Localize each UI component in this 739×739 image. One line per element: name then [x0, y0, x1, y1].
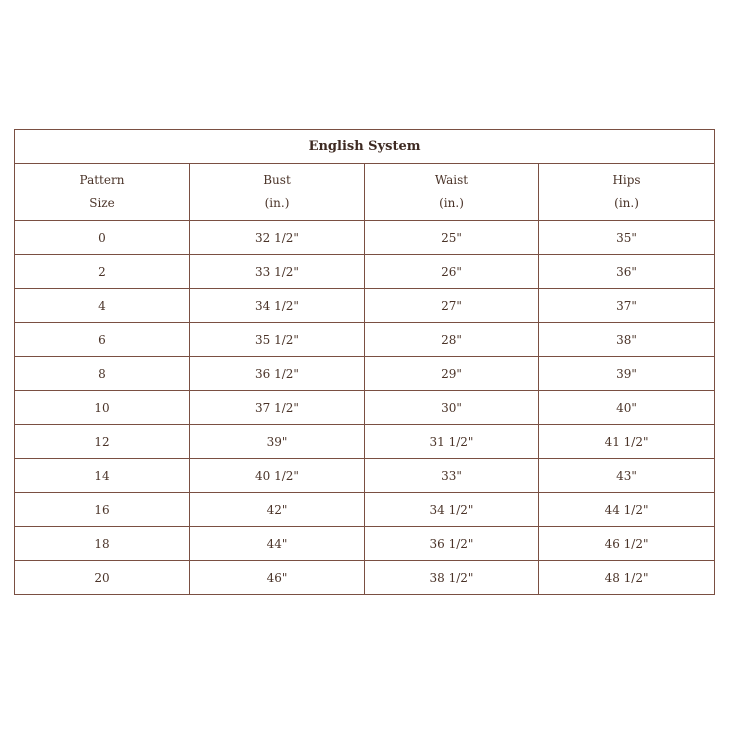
cell-pattern-size: 14: [15, 459, 190, 493]
cell-pattern-size: 2: [15, 255, 190, 289]
table-row: [15, 561, 715, 595]
header-row: [15, 164, 715, 221]
cell-pattern-size: 6: [15, 323, 190, 357]
cell-bust: 42": [190, 493, 365, 527]
cell-bust: 33 1/2": [190, 255, 365, 289]
cell-waist: 25": [365, 221, 539, 255]
cell-waist: 36 1/2": [365, 527, 539, 561]
header-pattern-size: [15, 164, 190, 221]
table-row: [15, 493, 715, 527]
table-body: [15, 221, 715, 595]
cell-waist: 26": [365, 255, 539, 289]
cell-pattern-size: 12: [15, 425, 190, 459]
header-unit: (in.): [264, 196, 290, 210]
table-title: English System: [15, 130, 715, 164]
size-chart-table: [14, 129, 715, 595]
cell-waist: 30": [365, 391, 539, 425]
cell-hips: 36": [539, 255, 715, 289]
cell-bust: 34 1/2": [190, 289, 365, 323]
cell-pattern-size: 0: [15, 221, 190, 255]
cell-waist: 38 1/2": [365, 561, 539, 595]
cell-bust: 44": [190, 527, 365, 561]
table-row: [15, 391, 715, 425]
header-label: Hips: [612, 173, 641, 187]
cell-waist: 29": [365, 357, 539, 391]
table-row: [15, 527, 715, 561]
header-label: Waist: [434, 173, 469, 187]
header-unit: (in.): [439, 196, 464, 210]
cell-pattern-size: 4: [15, 289, 190, 323]
cell-hips: 40": [539, 391, 715, 425]
cell-hips: 38": [539, 323, 715, 357]
table-row: [15, 357, 715, 391]
cell-waist: 28": [365, 323, 539, 357]
table-row: [15, 323, 715, 357]
cell-pattern-size: 18: [15, 527, 190, 561]
cell-bust: 36 1/2": [190, 357, 365, 391]
cell-bust: 37 1/2": [190, 391, 365, 425]
header-unit: Size: [89, 196, 115, 210]
cell-hips: 43": [539, 459, 715, 493]
cell-bust: 39": [190, 425, 365, 459]
cell-bust: 32 1/2": [190, 221, 365, 255]
cell-pattern-size: 8: [15, 357, 190, 391]
title-row: [15, 130, 715, 164]
cell-pattern-size: 20: [15, 561, 190, 595]
header-label: Bust: [263, 173, 291, 187]
cell-hips: 46 1/2": [539, 527, 715, 561]
cell-waist: 33": [365, 459, 539, 493]
header-waist: [365, 164, 539, 221]
cell-waist: 34 1/2": [365, 493, 539, 527]
cell-hips: 35": [539, 221, 715, 255]
cell-hips: 39": [539, 357, 715, 391]
cell-waist: 31 1/2": [365, 425, 539, 459]
header-label: Pattern: [79, 173, 125, 187]
cell-bust: 40 1/2": [190, 459, 365, 493]
table-row: [15, 459, 715, 493]
cell-hips: 37": [539, 289, 715, 323]
cell-bust: 35 1/2": [190, 323, 365, 357]
table-row: [15, 255, 715, 289]
header-unit: (in.): [614, 196, 639, 210]
table-row: [15, 289, 715, 323]
cell-pattern-size: 10: [15, 391, 190, 425]
cell-pattern-size: 16: [15, 493, 190, 527]
cell-hips: 44 1/2": [539, 493, 715, 527]
cell-hips: 41 1/2": [539, 425, 715, 459]
cell-bust: 46": [190, 561, 365, 595]
cell-waist: 27": [365, 289, 539, 323]
header-bust: [190, 164, 365, 221]
cell-hips: 48 1/2": [539, 561, 715, 595]
table-row: [15, 221, 715, 255]
header-hips: [539, 164, 715, 221]
table-row: [15, 425, 715, 459]
